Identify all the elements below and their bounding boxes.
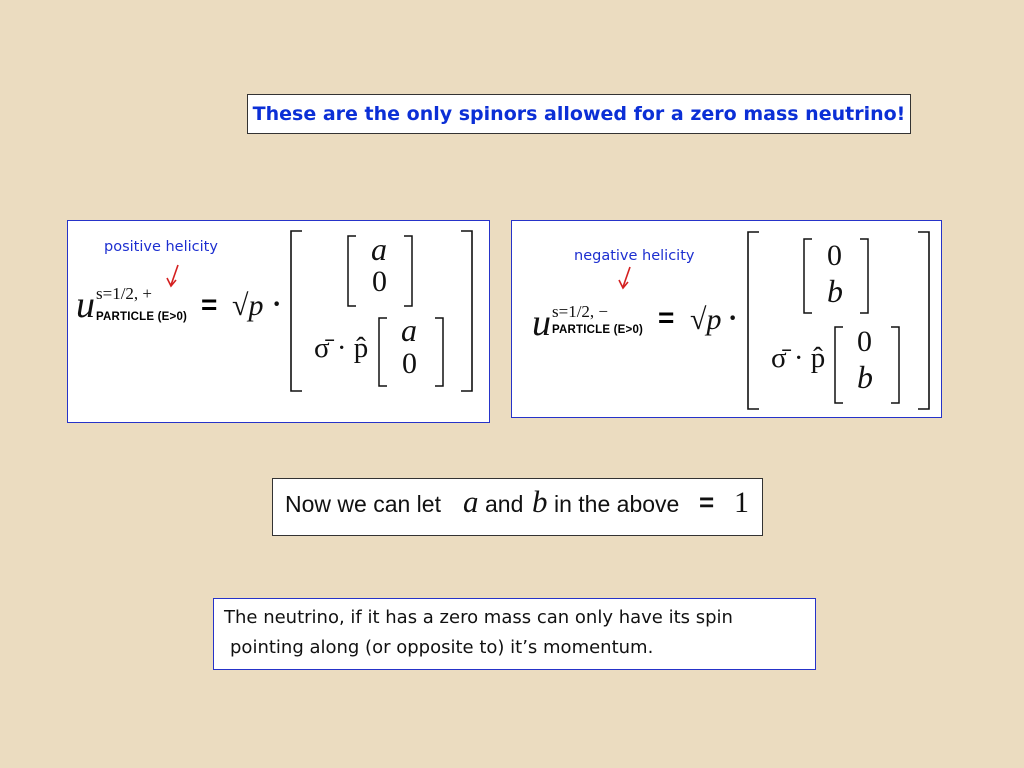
bottom-vector-entry-2: b <box>857 359 873 395</box>
conclusion-box <box>213 598 816 670</box>
statement-part-2: and <box>485 491 524 517</box>
conclusion-line-2: pointing along (or opposite to) it’s momentum. <box>230 637 654 658</box>
top-vector-entry-2: 0 <box>372 265 387 298</box>
bottom-vector-entry-2: 0 <box>402 347 417 380</box>
dot-operator: · <box>272 289 282 320</box>
top-vector-entry-1: a <box>371 231 387 267</box>
statement-part-3: in the above <box>554 491 680 517</box>
statement-part-1: Now we can let <box>285 491 441 517</box>
sqrt-p: √p <box>232 289 264 322</box>
variable-a: a <box>463 484 479 519</box>
conclusion-line-1: The neutrino, if it has a zero mass can only have its spin <box>224 607 733 628</box>
dot-operator: · <box>728 303 738 334</box>
slide-title: These are the only spinors allowed for a zero mass neutrino! <box>252 103 906 125</box>
equals-sign: = <box>658 302 675 333</box>
sigma-dot-p: σ̄ · p̂ <box>771 342 826 374</box>
title-box <box>247 94 911 134</box>
middle-statement-box <box>272 478 763 536</box>
positive-helicity-label: positive helicity <box>104 239 218 255</box>
equals-sign: = <box>201 289 218 320</box>
sigma-dot-p: σ̄ · p̂ <box>314 332 369 364</box>
bottom-vector-entry-1: a <box>401 312 417 348</box>
red-arrow-icon <box>618 265 638 293</box>
red-arrow-icon <box>166 263 186 291</box>
negative-helicity-panel <box>511 220 942 418</box>
sqrt-p: √p <box>690 303 722 336</box>
equals-sign: = <box>699 487 715 517</box>
particle-subscript: PARTICLE (E>0) <box>96 311 188 323</box>
particle-subscript: PARTICLE (E>0) <box>552 324 644 336</box>
top-vector-entry-2: b <box>827 273 843 309</box>
u-symbol: u <box>76 284 95 326</box>
value-one: 1 <box>734 486 749 519</box>
bottom-vector-entry-1: 0 <box>857 325 872 358</box>
variable-b: b <box>532 484 548 519</box>
positive-helicity-panel <box>67 220 490 423</box>
u-symbol: u <box>532 302 551 344</box>
spin-superscript: s=1/2, − <box>552 302 609 321</box>
spin-superscript: s=1/2, + <box>96 284 153 303</box>
top-vector-entry-1: 0 <box>827 239 842 272</box>
negative-helicity-label: negative helicity <box>574 248 695 264</box>
